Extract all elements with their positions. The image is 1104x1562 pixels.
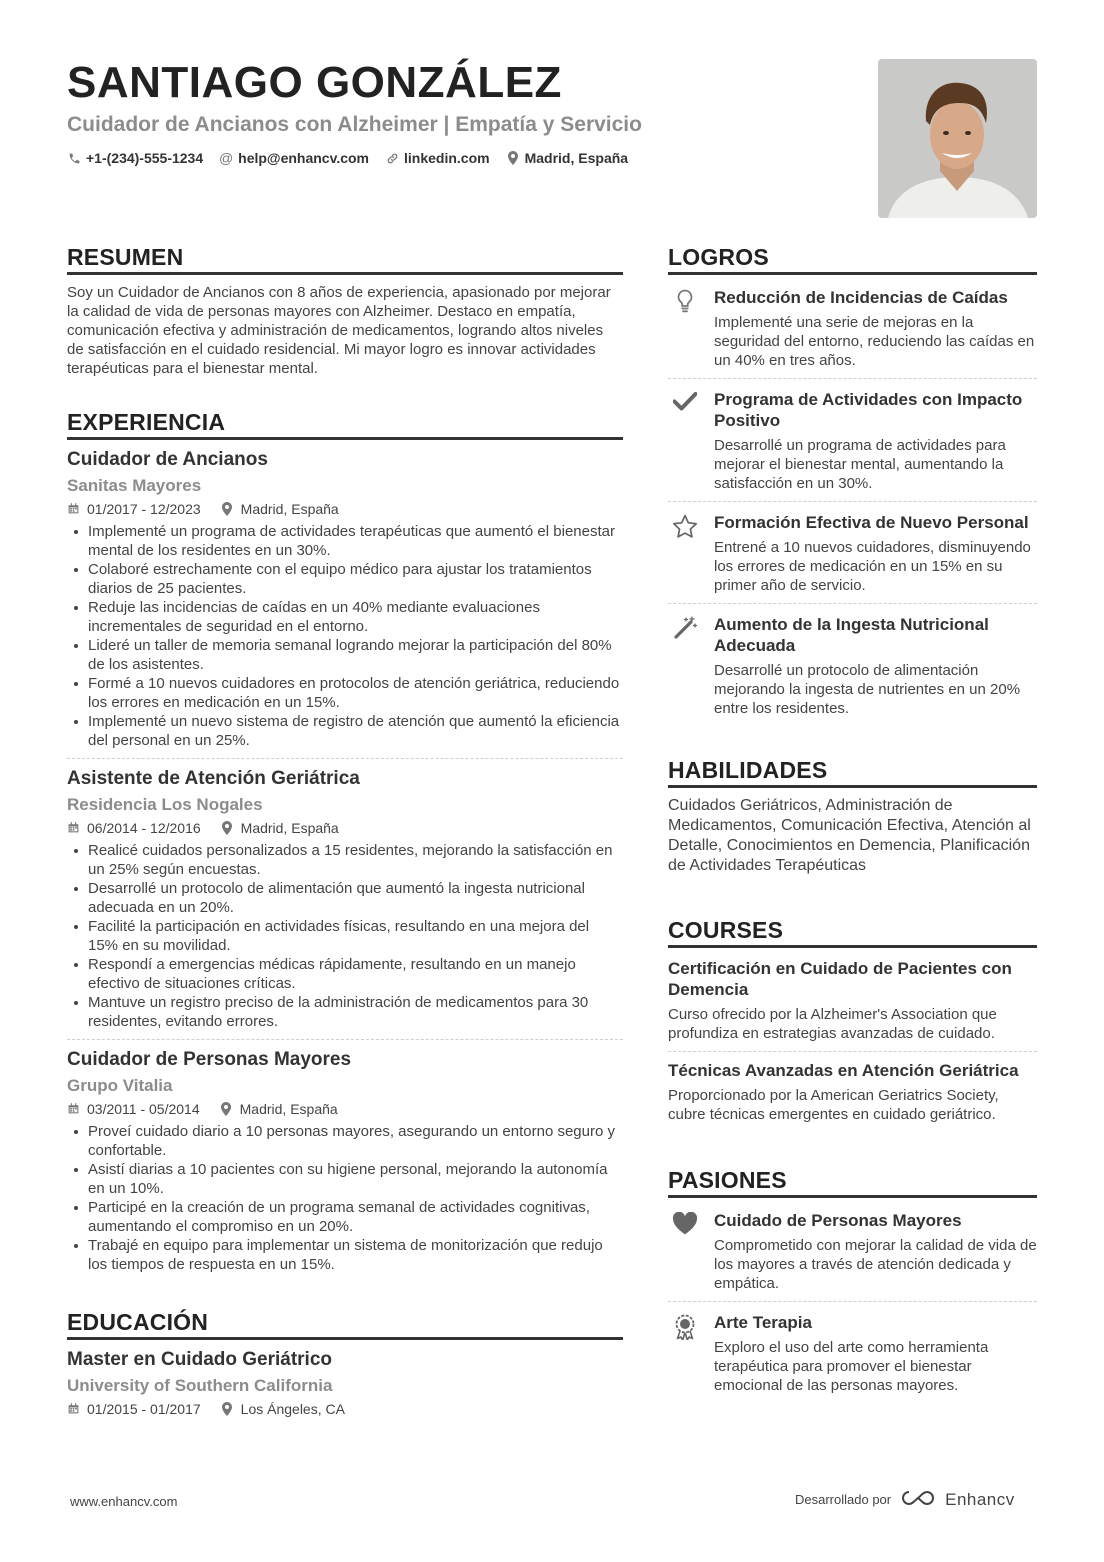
job-role: Cuidador de Personas Mayores [67,1049,352,1070]
achievement-desc: Implementé una serie de mejoras en la seguridad del entorno, reduciendo las caídas en un 40% en tres años. [714,314,1035,369]
award-ribbon-icon [668,1312,702,1395]
education-meta [67,1400,623,1418]
resume-header [67,58,847,166]
candidate-name: SANTIAGO GONZÁLEZ [67,58,562,107]
passions-heading: PASIONES [668,1166,1037,1198]
experience-heading: EXPERIENCIA [67,408,623,440]
job-bullet: Implementé un programa de actividades terapéuticas que aumentó el bienestar mental de los residentes en un 30%. [67,522,623,560]
job-entry [67,448,623,758]
course-item [668,1051,1037,1132]
achievements-section [668,243,1037,726]
job-meta [67,1100,623,1118]
courses-heading: COURSES [668,916,1037,948]
job-bullet: Asistí diarias a 10 pacientes con su higiene personal, mejorando la autonomía en un 10%. [67,1160,623,1198]
contact-email-text: help@enhancv.com [238,150,370,166]
job-meta [67,500,623,518]
job-bullet: Formé a 10 nuevos cuidadores en protocolos de atención geriátrica, reduciendo los errores en medicación en un 15%. [67,674,623,712]
job-bullet: Facilité la participación en actividades físicas, resultando en una mejora del 15% en su movilidad. [67,917,623,955]
passion-desc: Comprometido con mejorar la calidad de vida de los mayores a través de atención dedicada y empática. [714,1237,1037,1292]
job-bullet: Participé en la creación de un programa semanal de actividades cognitivas, aumentando el compromiso en un 20%. [67,1198,623,1236]
job-company: Residencia Los Nogales [67,795,263,814]
passion-title: Arte Terapia [714,1313,812,1332]
passion-item [668,1206,1037,1301]
education-location: Los Ángeles, CA [240,1401,345,1417]
achievement-title: Formación Efectiva de Nuevo Personal [714,513,1029,532]
achievement-title: Reducción de Incidencias de Caídas [714,288,1008,307]
summary-section [67,243,623,378]
passions-section [668,1166,1037,1403]
job-bullet: Trabajé en equipo para implementar un sistema de monitorización que redujo los tiempos de respuesta en un 15%. [67,1236,623,1274]
achievement-item [668,283,1037,378]
course-title: Certificación en Cuidado de Pacientes con Demencia [668,959,1012,999]
location-pin-icon [221,1402,235,1416]
at-icon: @ [219,150,234,166]
job-location: Madrid, España [240,820,339,836]
location-pin-icon [220,1102,234,1116]
job-dates: 03/2011 - 05/2014 [87,1101,200,1117]
course-desc: Proporcionado por la American Geriatrics Society, cubre técnicas emergentes en cuidado geriátrico. [668,1087,999,1123]
job-bullet: Implementé un nuevo sistema de registro de atención que aumentó la eficiencia del personal en un 25%. [67,712,623,750]
calendar-icon [67,1102,81,1116]
experience-section [67,408,623,1282]
job-bullet: Respondí a emergencias médicas rápidamente, resultando en un manejo efectivo de situaciones críticas. [67,955,623,993]
location-pin-icon [221,821,235,835]
contact-phone-text: +1-(234)-555-1234 [86,150,204,166]
contact-phone[interactable] [67,150,203,166]
calendar-icon [67,502,81,516]
job-role: Asistente de Atención Geriátrica [67,768,360,789]
checkmark-icon [668,389,702,493]
job-location: Madrid, España [240,501,339,517]
skills-text: Cuidados Geriátricos, Administración de Medicamentos, Comunicación Efectiva, Atención al Detalle, Conocimientos en Demencia, Planificación de Actividades Terapéuticas [668,797,1031,874]
contact-linkedin-text: linkedin.com [404,150,490,166]
contact-email[interactable] [219,150,369,166]
achievement-title: Aumento de la Ingesta Nutricional Adecuada [714,615,989,655]
enhancv-logo-icon [899,1488,937,1511]
location-pin-icon [506,151,520,165]
achievement-title: Programa de Actividades con Impacto Positivo [714,390,1023,430]
calendar-icon [67,821,81,835]
link-icon [385,151,399,165]
job-bullet: Mantuve un registro preciso de la administración de medicamentos para 30 residentes, evitando errores. [67,993,623,1031]
job-bullet: Reduje las incidencias de caídas en un 40% mediante evaluaciones incrementales de seguridad en el entorno. [67,598,623,636]
job-bullets [67,522,623,750]
skills-heading: HABILIDADES [668,756,1037,788]
passion-title: Cuidado de Personas Mayores [714,1211,962,1230]
summary-heading: RESUMEN [67,243,623,275]
achievement-item [668,378,1037,501]
contact-row [67,150,847,166]
footer-website[interactable]: www.enhancv.com [70,1494,178,1509]
candidate-headline: Cuidador de Ancianos con Alzheimer | Empatía y Servicio [67,113,642,136]
achievement-desc: Entrené a 10 nuevos cuidadores, disminuyendo los errores de medicación en un 15% en su primer año de servicio. [714,539,1031,594]
job-meta [67,819,623,837]
education-heading: EDUCACIÓN [67,1308,623,1340]
course-item [668,956,1037,1051]
course-desc: Curso ofrecido por la Alzheimer's Association que profundiza en estrategias avanzadas de cuidado. [668,1006,997,1042]
job-bullet: Desarrollé un protocolo de alimentación que aumentó la ingesta nutricional adecuada en un 20%. [67,879,623,917]
job-company: Sanitas Mayores [67,476,202,495]
job-company: Grupo Vitalia [67,1076,173,1095]
course-title: Técnicas Avanzadas en Atención Geriátrica [668,1061,1019,1080]
job-entry [67,1039,623,1282]
passion-desc: Exploro el uso del arte como herramienta terapéutica para promover el bienestar emocional de las personas mayores. [714,1339,989,1394]
job-dates: 06/2014 - 12/2016 [87,820,201,836]
education-school: University of Southern California [67,1376,333,1395]
job-bullets [67,1122,623,1274]
footer-powered-by: Desarrollado por [795,1492,892,1507]
job-bullets [67,841,623,1031]
achievement-desc: Desarrollé un programa de actividades para mejorar el bienestar mental, aumentando la satisfacción en un 30%. [714,437,1006,492]
summary-text: Soy un Cuidador de Ancianos con 8 años de experiencia, apasionado por mejorar la calidad de vida de personas mayores con Alzheimer. Destaco en empatía, comunicación efectiva y administración de medicamentos, logrando altos niveles de satisfacción en el cuidado residencial. Mi mayor logro es innovar actividades terapéuticas para el bienestar mental. [67,284,611,377]
job-role: Cuidador de Ancianos [67,449,268,470]
footer-branding [795,1488,1015,1511]
star-icon [668,512,702,595]
magic-wand-icon [668,614,702,718]
job-bullet: Lideré un taller de memoria semanal logrando mejorar la participación del 80% de los asistentes. [67,636,623,674]
passion-item [668,1301,1037,1403]
contact-location-text: Madrid, España [524,150,629,166]
job-bullet: Proveí cuidado diario a 10 personas mayores, asegurando un entorno seguro y confortable. [67,1122,623,1160]
education-degree: Master en Cuidado Geriátrico [67,1349,333,1370]
achievement-item [668,501,1037,603]
right-column [668,243,1037,1435]
job-entry [67,758,623,1039]
footer-brand: Enhancv [945,1489,1015,1509]
job-bullet: Realicé cuidados personalizados a 15 residentes, mejorando la satisfacción en un 25% según encuestas. [67,841,623,879]
heart-icon [668,1210,702,1293]
calendar-icon [67,1402,81,1416]
education-section [67,1308,623,1418]
phone-icon [67,151,81,165]
job-bullet: Colaboré estrechamente con el equipo médico para ajustar los tratamientos diarios de 25 pacientes. [67,560,623,598]
achievement-item [668,603,1037,726]
contact-location [506,150,628,166]
left-column [67,243,623,1450]
skills-section [668,756,1037,876]
location-pin-icon [221,502,235,516]
lightbulb-icon [668,287,702,370]
achievement-desc: Desarrollé un protocolo de alimentación mejorando la ingesta de nutrientes en un 20% entre los residentes. [714,662,1021,717]
education-dates: 01/2015 - 01/2017 [87,1401,201,1417]
job-dates: 01/2017 - 12/2023 [87,501,201,517]
job-location: Madrid, España [239,1101,338,1117]
profile-photo [878,59,1037,218]
contact-linkedin[interactable] [385,150,490,166]
courses-section [668,916,1037,1132]
achievements-heading: LOGROS [668,243,1037,275]
